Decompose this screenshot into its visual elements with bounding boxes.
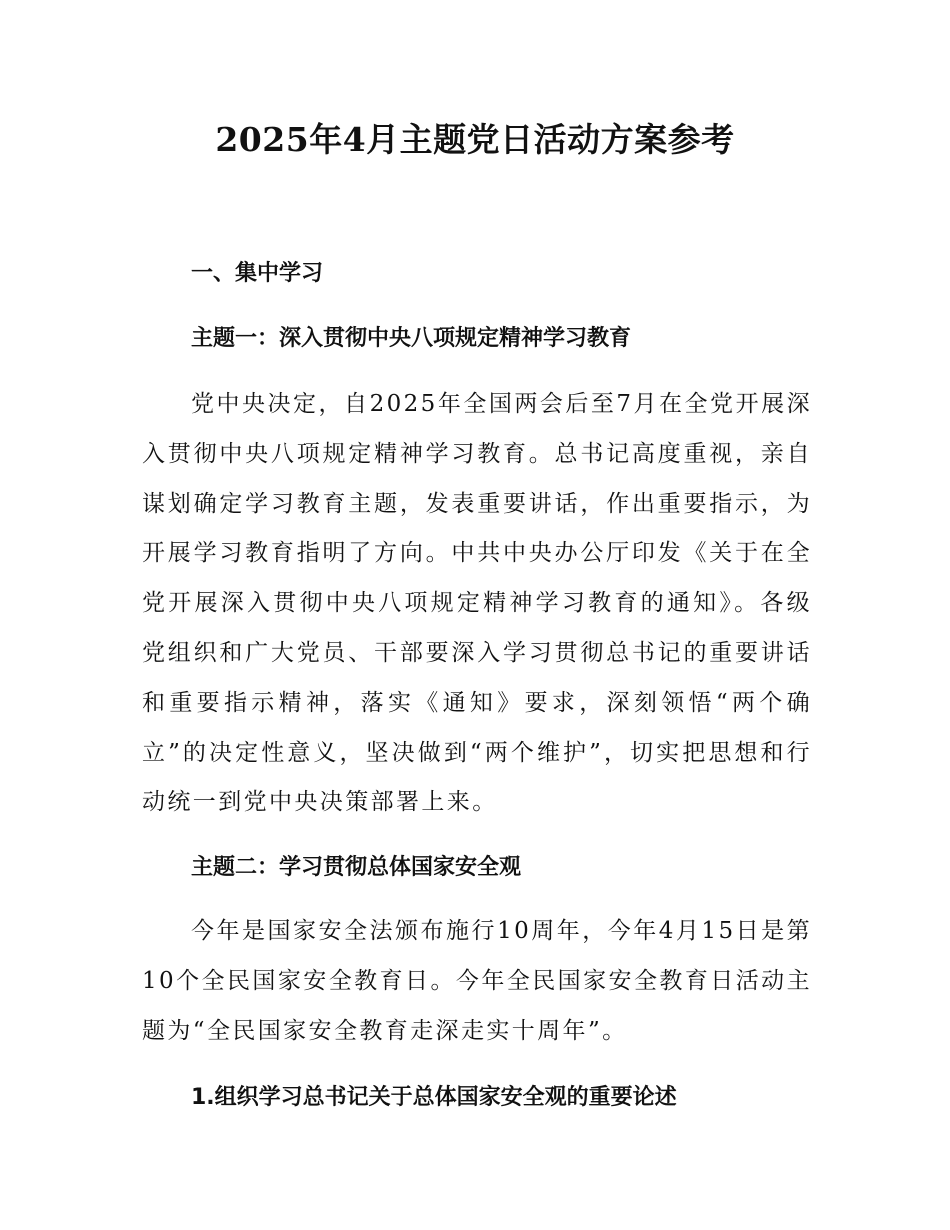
topic2-item1-heading: 1.组织学习总书记关于总体国家安全观的重要论述	[191, 1085, 677, 1110]
topic2-heading: 主题二：学习贯彻总体国家安全观	[191, 855, 522, 880]
topic2-paragraph: 今年是国家安全法颁布施行10周年，今年4月15日是第10个全民国家安全教育日。今年全民国家安全教育日活动主题为“全民国家安全教育走深走实十周年”。	[142, 918, 812, 1044]
document-title: 2025年4月主题党日活动方案参考	[215, 120, 735, 159]
topic1-paragraph: 党中央决定，自2025年全国两会后至7月在全党开展深入贯彻中央八项规定精神学习教育。总书记高度重视，亲自谋划确定学习教育主题，发表重要讲话，作出重要指示，为开展学习教育指明了方向。中共中央办公厅印发《关于在全党开展深入贯彻中央八项规定精神学习教育的通知》。各级党组织和广大党员、干部要深入学习贯彻总书记的重要讲话和重要指示精神，落实《通知》要求，深刻领悟“两个确立”的决定性意义，坚决做到“两个维护”，切实把思想和行动统一到党中央决策部署上来。	[142, 391, 812, 816]
topic1-heading: 主题一：深入贯彻中央八项规定精神学习教育	[191, 326, 632, 351]
section-heading: 一、集中学习	[191, 261, 324, 286]
